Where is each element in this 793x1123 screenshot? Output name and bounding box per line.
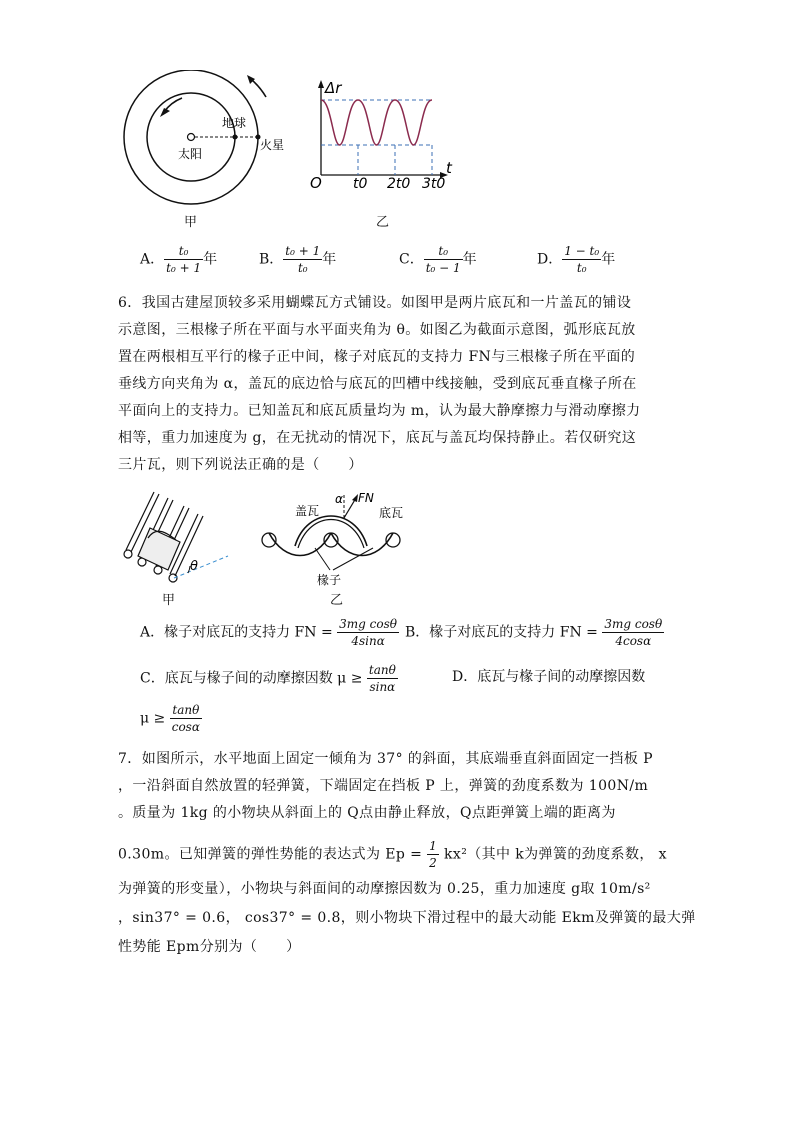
delta-r-graph [305,75,460,200]
tick-3t0: 3t0 [422,176,446,192]
delta-r-curve [321,100,432,145]
q7-line-5: 为弹簧的形变量），小物块与斜面间的动摩擦因数为 0.25，重力加速度 g取 10m/s² [118,881,651,897]
q6-option-d[interactable]: D．底瓦与椽子间的动摩擦因数 [452,669,646,685]
earth-label: 地球 [222,116,247,130]
q6-option-c[interactable]: C．底瓦与椽子间的动摩擦因数 μ ≥ $\frac{\tan\theta}{\sin\alpha}$ [140,663,396,694]
orbit-figure [120,70,300,240]
sun-label: 太阳 [178,147,203,161]
q7-line-6: ，sin37° = 0.6， cos37° = 0.8，则小物块下滑过程中的最大动能 Ekm及弹簧的最大弹 [118,910,696,926]
q6-line-3: 置在两根相互平行的椽子正中间，椽子对底瓦的支持力 FN与三根椽子所在平面的 [118,349,636,365]
q6-line-1: 6．我国古建屋顶较多采用蝴蝶瓦方式铺设。如图甲是两片底瓦和一片盖瓦的铺设 [118,295,632,311]
q6-line-2: 示意图，三根椽子所在平面与水平面夹角为 θ。如图乙为截面示意图，弧形底瓦放 [118,322,636,338]
q6-line-7: 三片瓦，则下列说法正确的是（ ） [118,457,363,473]
diwa-label: 底瓦 [379,506,404,520]
q5-option-b[interactable]: B． $\frac{\text{t₀ + 1}}{\text{t₀}}$ 年 [259,244,337,275]
q6-line-4: 垂线方向夹角为 α，盖瓦的底边恰与底瓦的凹槽中线接触，受到底瓦垂直椽子所在 [118,376,637,392]
q7-line-3: 。质量为 1kg 的小物块从斜面上的 Q点由静止释放，Q点距弹簧上端的距离为 [118,805,616,821]
alpha-label: α [335,492,343,506]
q6-option-a[interactable]: A．椽子对底瓦的支持力 FN = $\frac{\text{3mg cosθ}}{4\sin\alpha}$ [140,617,398,648]
y-axis-label: Δr [325,79,342,97]
q7-line-1: 7．如图所示，水平地面上固定一倾角为 37° 的斜面，其底端垂直斜面固定一挡板 P [118,751,653,767]
q6-line-5: 平面向上的支持力。已知盖瓦和底瓦质量均为 m，认为最大静摩擦力与滑动摩擦力 [118,403,641,419]
mars-direction-arrow [252,80,266,97]
q7-line-7: 性势能 Epm分别为（ ） [118,939,301,955]
q6-fig-jia-caption: 甲 [162,593,176,608]
q6-fig-yi-caption: 乙 [330,593,344,608]
x-axis-label: t [446,159,452,177]
origin-label: O [310,174,322,192]
q5-option-d[interactable]: D． $\frac{\text{1 − t₀}}{\text{t₀}}$ 年 [537,244,616,275]
q5-option-a[interactable]: A． $\frac{\text{t₀}}{\text{t₀ + 1}}$ 年 [140,244,218,275]
q5-option-c[interactable]: C． $\frac{\text{t₀}}{\text{t₀ − 1}}$ 年 [399,244,477,275]
fig5-jia-caption: 甲 [184,215,198,230]
tick-t0: t0 [353,176,368,192]
rafter-figure [118,488,243,588]
q6-option-b[interactable]: B．椽子对底瓦的支持力 FN = $\frac{\text{3mg cosθ}}{4\cos\alpha}$ [405,617,663,648]
sun-dot [188,134,195,141]
fig5-yi-caption: 乙 [376,215,390,230]
q7-line-2: ，一沿斜面自然放置的轻弹簧，下端固定在挡板 P 上，弹簧的劲度系数为 100N/m [118,778,649,794]
q7-line-4: 0.30m。已知弹簧的弹性势能的表达式为 Ep = $\frac{1}{2}$ kx²（其中 k为弹簧的劲度系数， x [118,839,667,870]
chuanzi-label: 椽子 [317,573,342,587]
tile-cross-section [255,488,415,593]
theta-label: θ [190,559,198,574]
tick-2t0: 2t0 [387,176,411,192]
gaiwa-label: 盖瓦 [295,504,320,518]
q6-option-d-cont: μ ≥ $\frac{\tan\theta}{\cos\alpha}$ [140,703,200,734]
fn-label: FN [358,491,374,505]
earth-dot [233,135,238,140]
q6-line-6: 相等，重力加速度为 g，在无扰动的情况下，底瓦与盖瓦均保持静止。若仅研究这 [118,430,637,446]
mars-label: 火星 [260,138,285,152]
